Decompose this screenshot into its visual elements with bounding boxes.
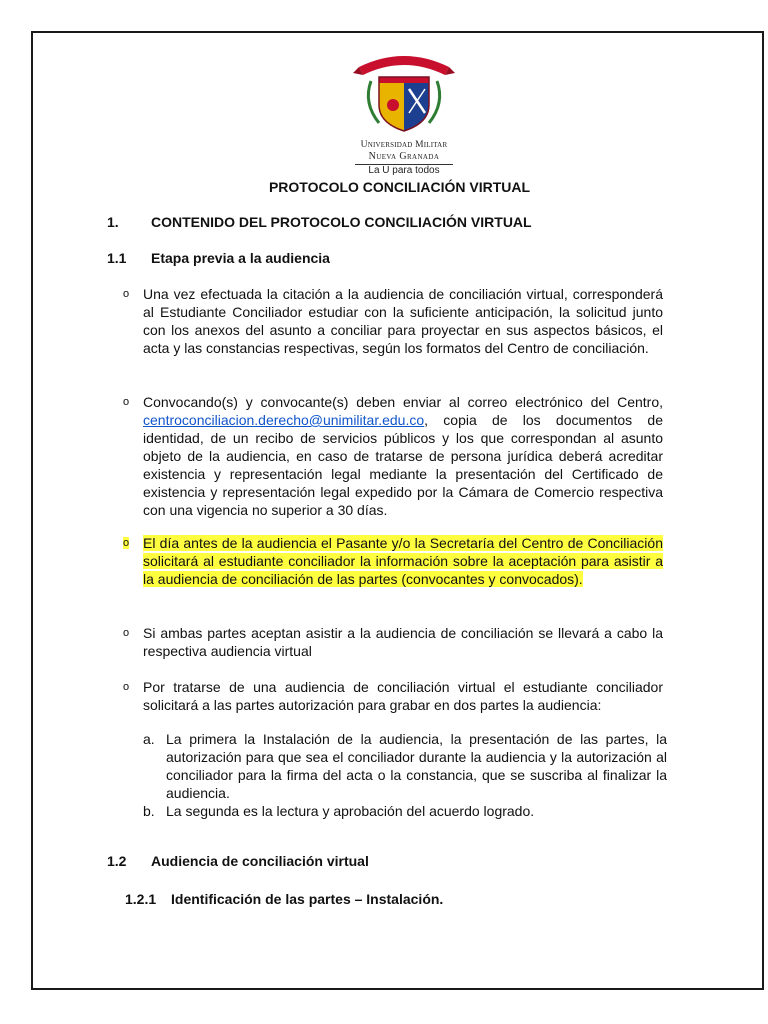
section-1-title: CONTENIDO DEL PROTOCOLO CONCILIACIÓN VIRTUAL bbox=[151, 214, 532, 230]
bullet-marker: o bbox=[123, 537, 130, 549]
university-tagline: La U para todos bbox=[368, 165, 440, 176]
section-1-1-title: Etapa previa a la audiencia bbox=[151, 250, 330, 266]
sub-item-marker: a. bbox=[143, 731, 155, 747]
section-1-2-1-number: 1.2.1 bbox=[125, 891, 157, 907]
bullet-text-after: , copia de los documentos de identidad, de un recibo de servicios públicos y los que correspondan al asunto objeto de la audiencia, en caso de tratarse de persona jurídica deberá acreditar existencia y representación legal mediante la presentación del Certificado de existencia y representación legal expedido por la Cámara de Comercio respectiva con una vigencia no superior a 30 días. bbox=[143, 412, 663, 518]
bullet-marker: o bbox=[123, 627, 130, 639]
bullet-text-before: Convocando(s) y convocante(s) deben enviar al correo electrónico del Centro, bbox=[143, 394, 663, 410]
bullet-marker: o bbox=[123, 681, 130, 693]
bullet-text: Si ambas partes aceptan asistir a la audiencia de conciliación se llevará a cabo la respectiva audiencia virtual bbox=[143, 625, 663, 659]
bullet-text bbox=[143, 393, 663, 519]
bullet-text bbox=[143, 534, 663, 588]
section-1-2-number: 1.2 bbox=[107, 853, 127, 869]
bullet-marker: o bbox=[123, 288, 130, 300]
bullet-marker: o bbox=[123, 396, 130, 408]
university-crest-icon bbox=[349, 47, 459, 139]
sub-item-marker: b. bbox=[143, 803, 155, 819]
section-1-1-heading bbox=[107, 250, 330, 266]
university-logo bbox=[349, 47, 459, 177]
sub-item-text: La segunda es la lectura y aprobación del acuerdo logrado. bbox=[166, 803, 535, 819]
section-1-2-1-heading bbox=[125, 891, 444, 907]
section-1-2-heading bbox=[107, 853, 369, 869]
document-title: PROTOCOLO CONCILIACIÓN VIRTUAL bbox=[268, 179, 531, 195]
section-1-number: 1. bbox=[107, 214, 119, 230]
document-page bbox=[31, 31, 764, 990]
university-name-line2: Nueva Granada bbox=[368, 151, 440, 162]
bullet-text: Por tratarse de una audiencia de conciliación virtual el estudiante conciliador solicitará a las partes autorización para grabar en dos partes la audiencia: bbox=[143, 679, 663, 713]
university-name-line1: Universidad Militar bbox=[360, 140, 448, 150]
sub-item-text: La primera la Instalación de la audiencia, la presentación de las partes, la autorización para que sea el conciliador durante la audiencia y la autorización al conciliador para la firma del acta o la constancia, que se suscriba al finalizar la audiencia. bbox=[166, 731, 667, 801]
bullet-text: Una vez efectuada la citación a la audiencia de conciliación virtual, corresponderá al Estudiante Conciliador estudiar con la suficiente anticipación, la solicitud junto con los anexos del asunto a conciliar para proyectar en sus aspectos básicos, el acta y las constancias respectivas, según los formatos del Centro de conciliación. bbox=[143, 286, 663, 356]
section-1-1-number: 1.1 bbox=[107, 250, 127, 266]
highlighted-text: El día antes de la audiencia el Pasante y/o la Secretaría del Centro de Conciliación solicitará al estudiante conciliador la información sobre la aceptación para asistir a la audiencia de conciliación de las partes (convocantes y convocados). bbox=[143, 535, 663, 587]
section-1-2-1-title: Identificación de las partes – Instalación. bbox=[171, 891, 444, 907]
section-1-2-title: Audiencia de conciliación virtual bbox=[151, 853, 369, 869]
center-email-link[interactable]: centroconciliacion.derecho@unimilitar.edu.co bbox=[143, 412, 425, 428]
